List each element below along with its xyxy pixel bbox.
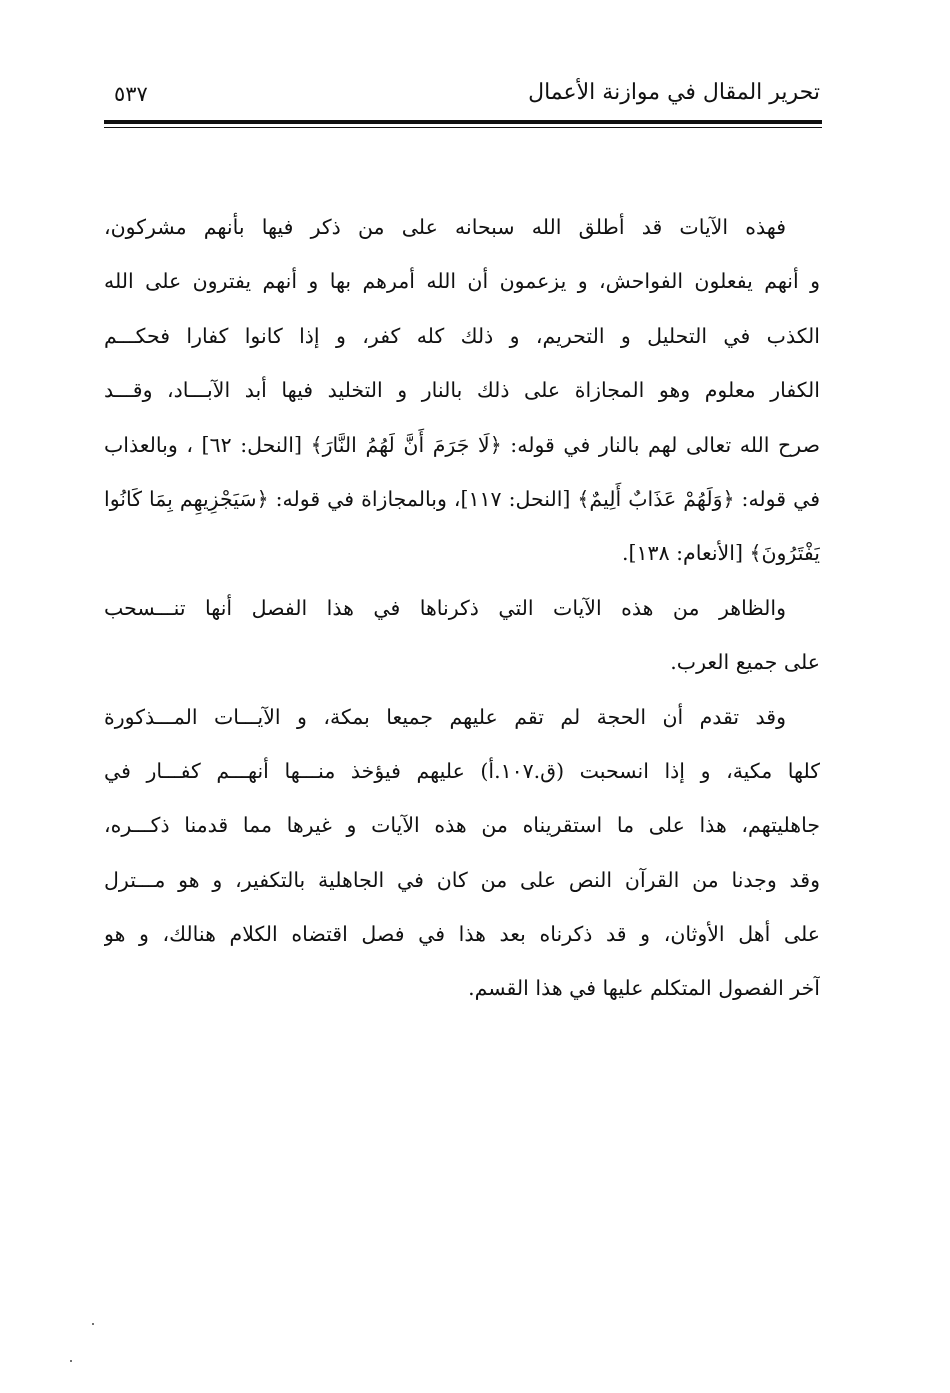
body-text: [104, 200, 820, 1016]
text-line: يَفْتَرُونَ﴾ [الأنعام: ١٣٨].: [622, 541, 820, 566]
text-line: آخر الفصول المتكلم عليها في هذا القسم.: [468, 976, 820, 1001]
running-header: [108, 78, 820, 118]
text-line: الكذب في التحليل و التحريم، و ذلك كله كفر، و إذا كانوا كفارا فحكـــم: [104, 323, 820, 348]
text-line: كلها مكية، و إذا انسحبت (ق.١٠٧.أ) عليهم فيؤخذ منـــها أنهـــم كفـــار في: [104, 758, 820, 783]
text-line: فهذه الآيات قد أطلق الله سبحانه على من ذكر فيها بأنهم مشركون،: [104, 215, 786, 239]
text-line: وقد وجدنا من القرآن النص على من كان في الجاهلية بالتكفير، و هو مـــترل: [104, 867, 820, 892]
text-line: وقد تقدم أن الحجة لم تقم عليهم جميعا بمكة، و الآيـــات المـــذكورة: [104, 704, 786, 729]
scan-speck: [70, 1360, 72, 1362]
header-rule-thick: [104, 120, 822, 124]
page-number: ٥٣٧: [114, 82, 148, 106]
scan-speck: [92, 1323, 94, 1325]
text-line: الكفار معلوم وهو المجازاة على ذلك بالنار و التخليد فيها أبد الآبـــاد، وقـــد: [104, 378, 820, 403]
text-line: و أنهم يفعلون الفواحش، و يزعمون أن الله أمرهم بها و أنهم يفترون على الله: [104, 269, 820, 294]
text-line: جاهليتهم، هذا على ما استقريناه من هذه الآيات و غيرها مما قدمنا ذكـــره،: [104, 813, 820, 838]
running-title: تحرير المقال في موازنة الأعمال: [528, 80, 820, 105]
text-line: في قوله: ﴿وَلَهُمْ عَذَابٌ أَلِيمٌ﴾ [النحل: ١١٧]، وبالمجازاة في قوله: ﴿سَيَجْزِيهِم بِمَا كَانُوا: [104, 486, 820, 511]
text-line: صرح الله تعالى لهم بالنار في قوله: ﴿لَا جَرَمَ أَنَّ لَهُمُ النَّارَ﴾ [النحل: ٦٢] ، وبالعذاب: [104, 432, 820, 457]
text-line: والظاهر من هذه الآيات التي ذكرناها في هذا الفصل أنها تنـــسحب: [104, 595, 786, 620]
header-rule-thin: [104, 127, 822, 128]
text-line: على أهل الأوثان، و قد ذكرناه بعد هذا في فصل اقتضاه الكلام هنالك، و هو: [104, 922, 820, 947]
text-line: على جميع العرب.: [670, 650, 820, 675]
